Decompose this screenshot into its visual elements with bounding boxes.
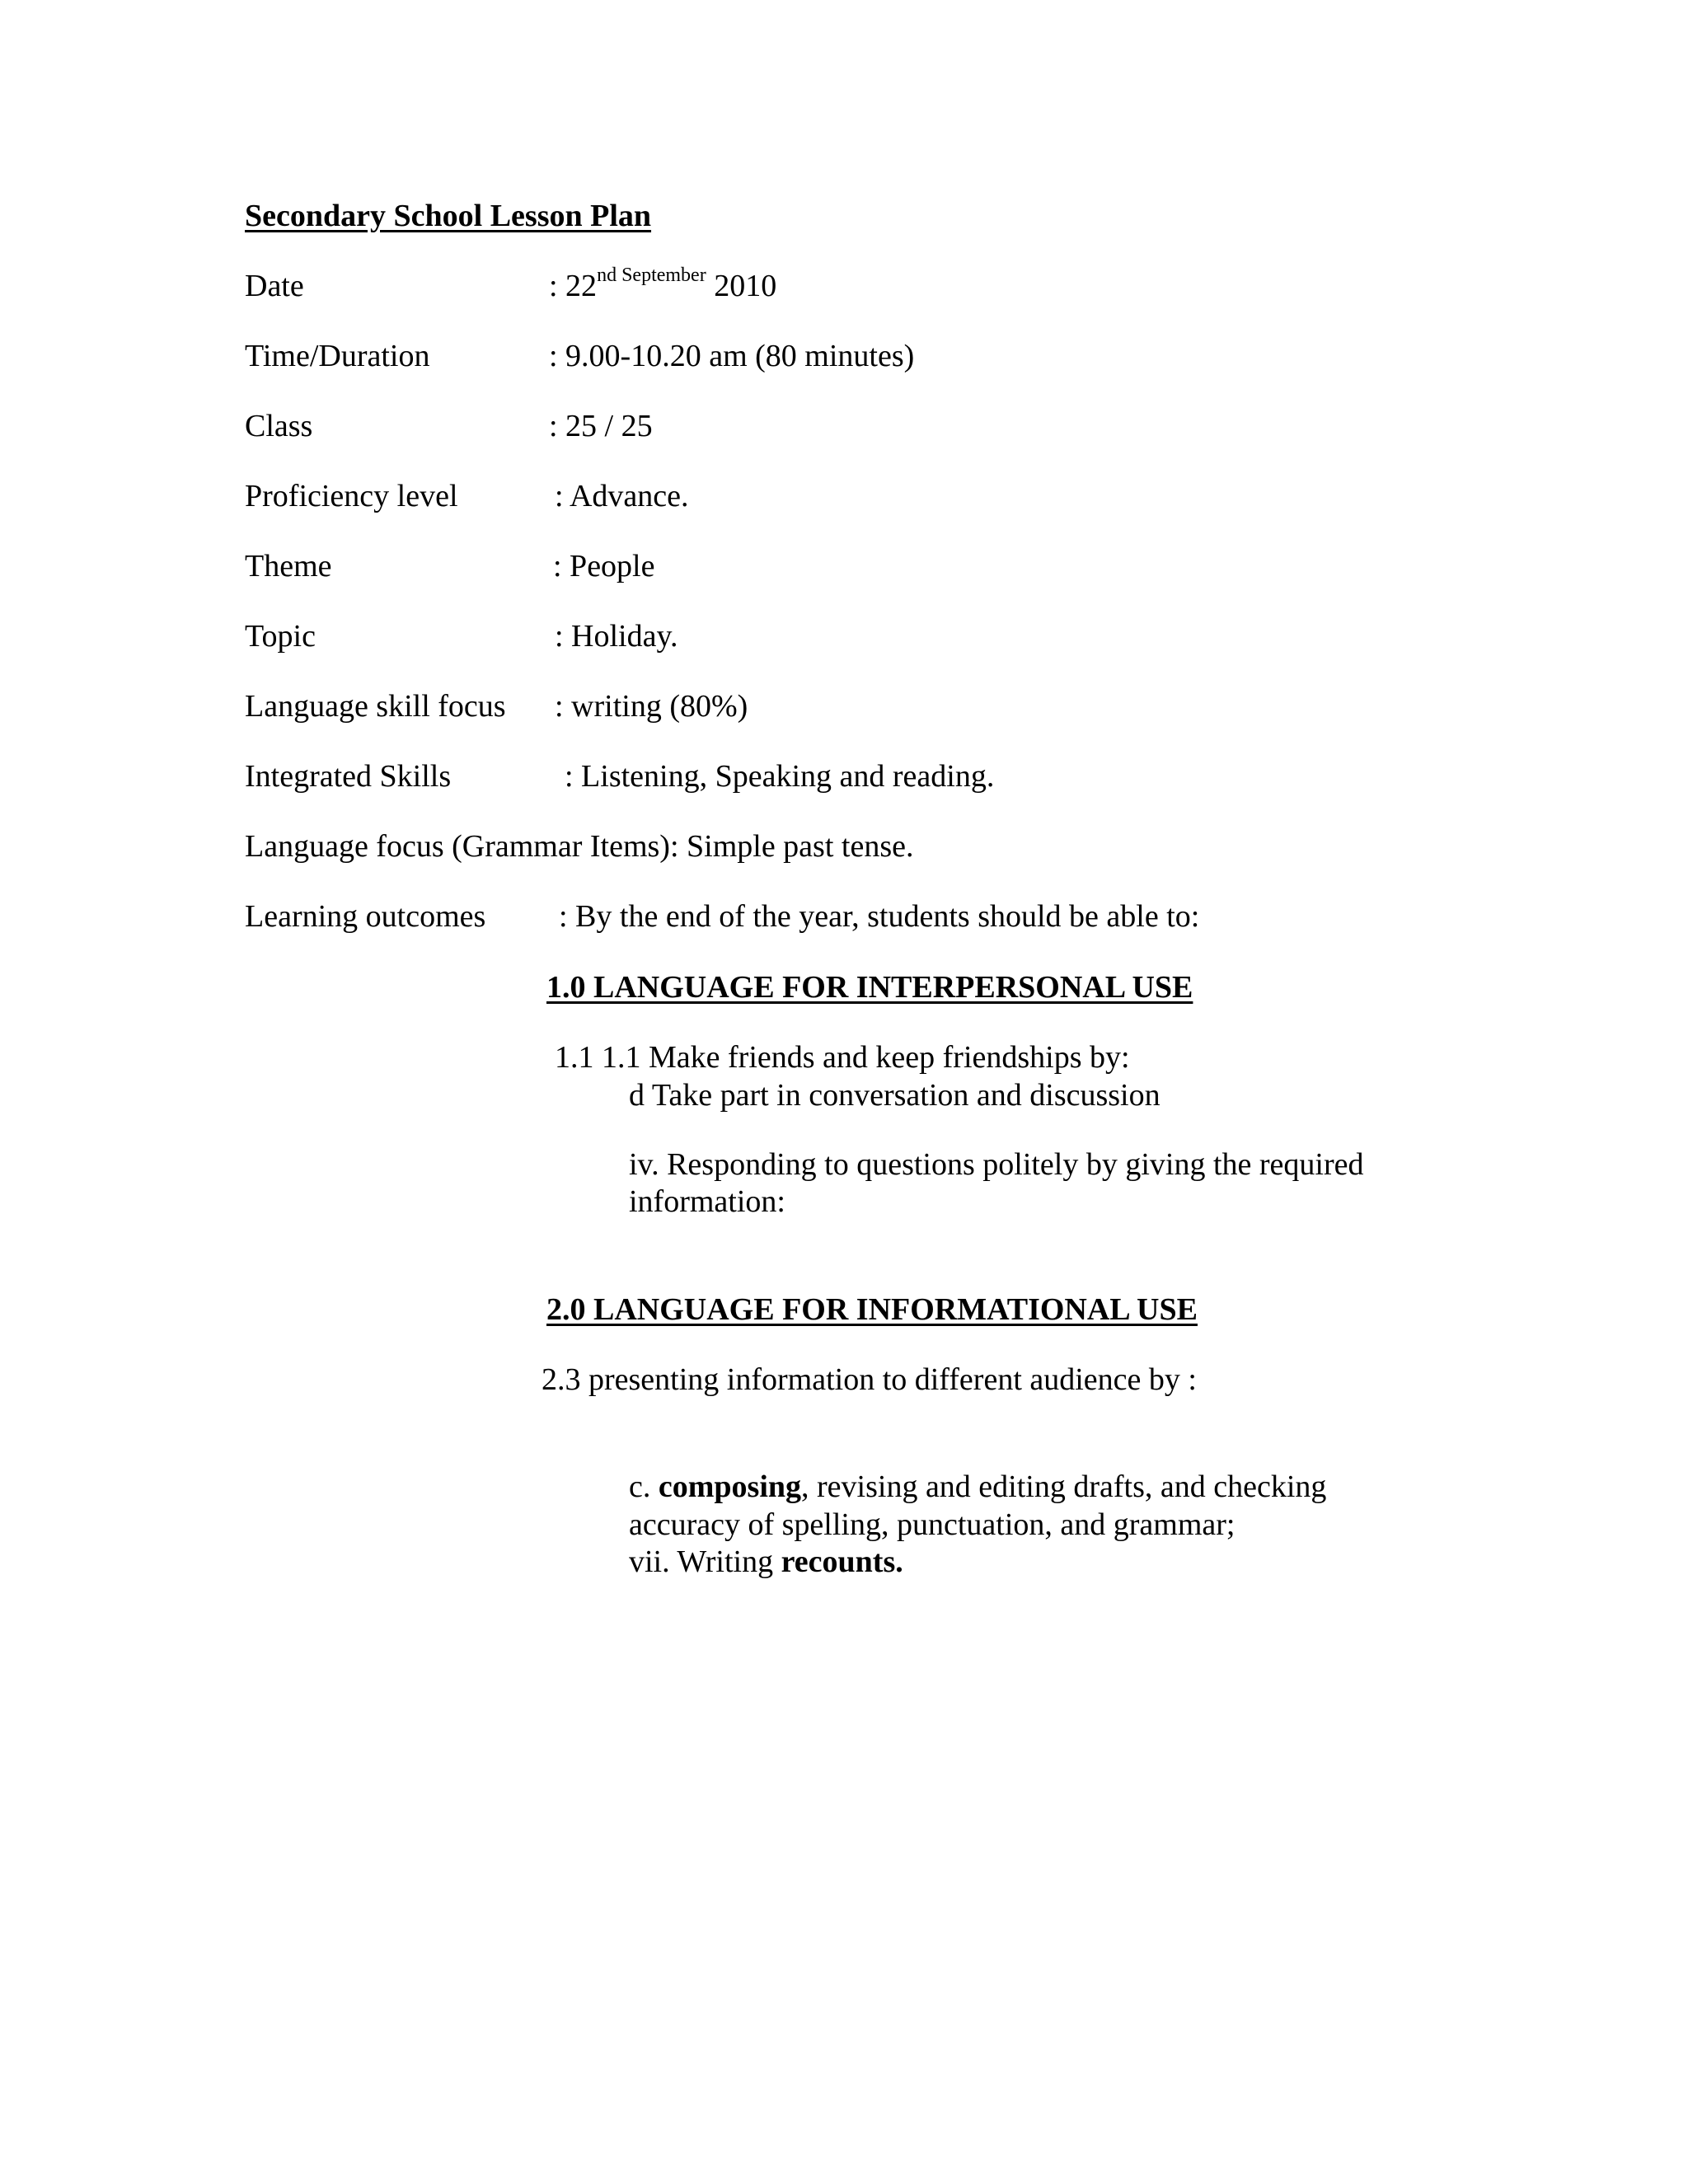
time-label: Time/Duration [245, 339, 430, 373]
learning-outcomes-label: Learning outcomes [245, 899, 486, 934]
proficiency-label: Proficiency level [245, 479, 458, 513]
topic-value: : Holiday. [555, 619, 678, 654]
section-2-point-c-line2: accuracy of spelling, punctuation, and grammar; [629, 1507, 1236, 1542]
section-2-item: 2.3 presenting information to different audience by : [542, 1362, 1197, 1397]
section-2-heading: 2.0 LANGUAGE FOR INFORMATIONAL USE [546, 1292, 1198, 1327]
section-1-subitem: d Take part in conversation and discussion [629, 1078, 1160, 1113]
time-value: : 9.00-10.20 am (80 minutes) [549, 339, 915, 373]
composing-bold: composing [658, 1469, 802, 1504]
class-label: Class [245, 409, 313, 443]
skill-focus-value: : writing (80%) [555, 689, 748, 724]
section-2-point-vii: vii. Writing recounts. [629, 1544, 903, 1579]
page-title: Secondary School Lesson Plan [245, 199, 652, 233]
theme-label: Theme [245, 549, 332, 583]
integrated-skills-value: : Listening, Speaking and reading. [565, 759, 995, 794]
date-month: September [621, 265, 706, 286]
date-year: 2010 [714, 269, 777, 303]
date-day: : 22 [549, 269, 598, 303]
section-1-point-line2: information: [629, 1184, 785, 1219]
learning-outcomes-value: : By the end of the year, students should be able to: [559, 899, 1200, 934]
class-value: : 25 / 25 [549, 409, 653, 443]
topic-label: Topic [245, 619, 316, 654]
section-1-heading: 1.0 LANGUAGE FOR INTERPERSONAL USE [546, 970, 1193, 1005]
integrated-skills-label: Integrated Skills [245, 759, 452, 794]
language-focus-line: Language focus (Grammar Items): Simple past tense. [245, 829, 914, 864]
section-1-item: 1.1 1.1 Make friends and keep friendships by: [555, 1040, 1130, 1075]
section-1-point-line1: iv. Responding to questions politely by giving the required [629, 1147, 1364, 1182]
skill-focus-label: Language skill focus [245, 689, 506, 724]
date-ordinal: nd [597, 265, 617, 286]
date-value [549, 265, 777, 303]
proficiency-value: : Advance. [555, 479, 689, 513]
section-2-point-c-line1: c. composing, revising and editing drafts, and checking [629, 1469, 1327, 1504]
theme-value: : People [553, 549, 655, 583]
date-label: Date [245, 269, 304, 303]
recounts-bold: recounts. [781, 1544, 903, 1579]
